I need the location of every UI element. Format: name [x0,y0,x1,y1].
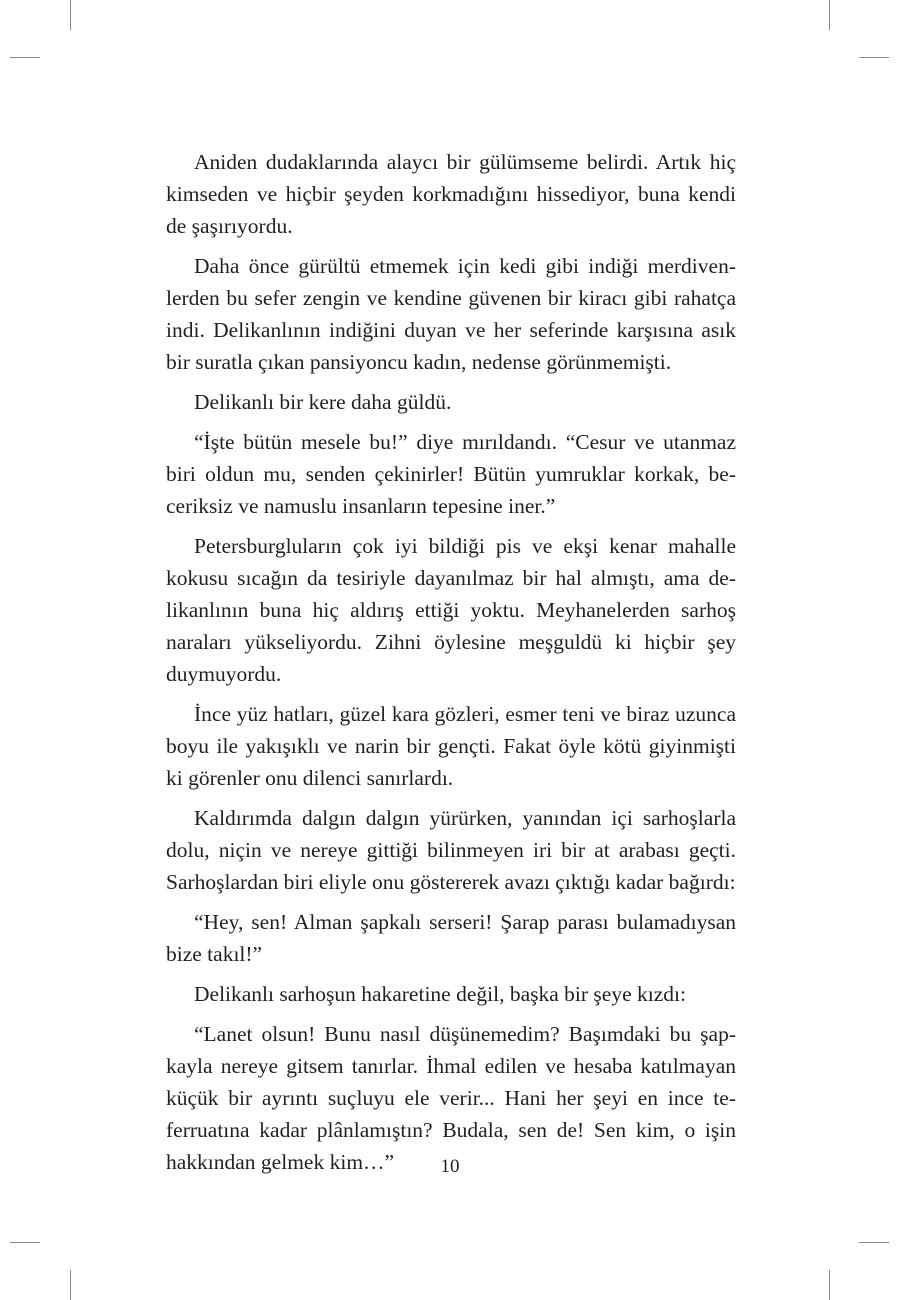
page-number: 10 [440,1156,460,1177]
paragraph: Delikanlı sarhoşun hakaretine değil, başka bir şeye kızdı: [194,982,686,1006]
paragraph: Aniden dudaklarında alaycı bir gülümseme belirdi. Artık hiç kimseden ve hiçbir şeyden korkmadığını hissediyor, buna kendi de şaşırıyordu. [166,150,736,238]
crop-mark-top-left-horizontal [10,57,40,58]
crop-mark-bottom-left-horizontal [10,1242,40,1243]
paragraph: “Hey, sen! Alman şapkalı serseri! Şarap parası bulamadıysan bize takıl!” [166,910,736,966]
paragraph: “İşte bütün mesele bu!” diye mırıldandı. “Cesur ve utanmaz biri oldun mu, senden çekinirler! Bütün yumruklar korkak, beceriksiz ve namuslu insanların tepesine iner.” [166,430,736,518]
crop-mark-top-right-vertical [829,0,830,30]
crop-mark-top-left-vertical [70,0,71,30]
body-text [166,146,736,1186]
crop-mark-bottom-left-vertical [70,1270,71,1300]
paragraph: Delikanlı bir kere daha güldü. [194,390,452,414]
paragraph: Petersburgluların çok iyi bildiği pis ve ekşi kenar mahalle kokusu sıcağın da tesiriyle dayanılmaz bir hal almıştı, ama delikanlının buna hiç aldırış ettiği yoktu. Meyhanelerden sarhoş naraları yükseliyordu. Zihni öylesine meşguldü ki hiçbir şey duymuyordu. [166,534,736,686]
crop-mark-top-right-horizontal [859,57,889,58]
paragraph: İnce yüz hatları, güzel kara gözleri, esmer teni ve biraz uzunca boyu ile yakışıklı ve narin bir gençti. Fakat öyle kötü giyinmişti ki görenler onu dilenci sanırlardı. [166,702,736,790]
paragraph: Kaldırımda dalgın dalgın yürürken, yanından içi sarhoşlarla dolu, niçin ve nereye gittiği bilinmeyen iri bir at arabası geçti. Sarhoşlardan biri eliyle onu göstererek avazı çıktığı kadar bağırdı: [166,806,736,894]
crop-mark-bottom-right-vertical [829,1270,830,1300]
paragraph: Daha önce gürültü etmemek için kedi gibi indiği merdivenlerden bu sefer zengin ve kendine güvenen bir kiracı gibi rahatça indi. Delikanlının indiğini duyan ve her seferinde karşısına asık bir suratla çıkan pansiyoncu kadın, nedense görünmemişti. [166,254,736,374]
crop-mark-bottom-right-horizontal [859,1242,889,1243]
paragraph: “Lanet olsun! Bunu nasıl düşünemedim? Başımdaki bu şapkayla nereye gitsem tanırlar. İhmal edilen ve hesaba katılmayan küçük bir ayrıntı suçluyu ele verir... Hani her şeyi en ince teferruatına kadar plânlamıştın? Budala, sen de! Sen kim, o işin hakkından gelmek kim…” [166,1022,736,1174]
